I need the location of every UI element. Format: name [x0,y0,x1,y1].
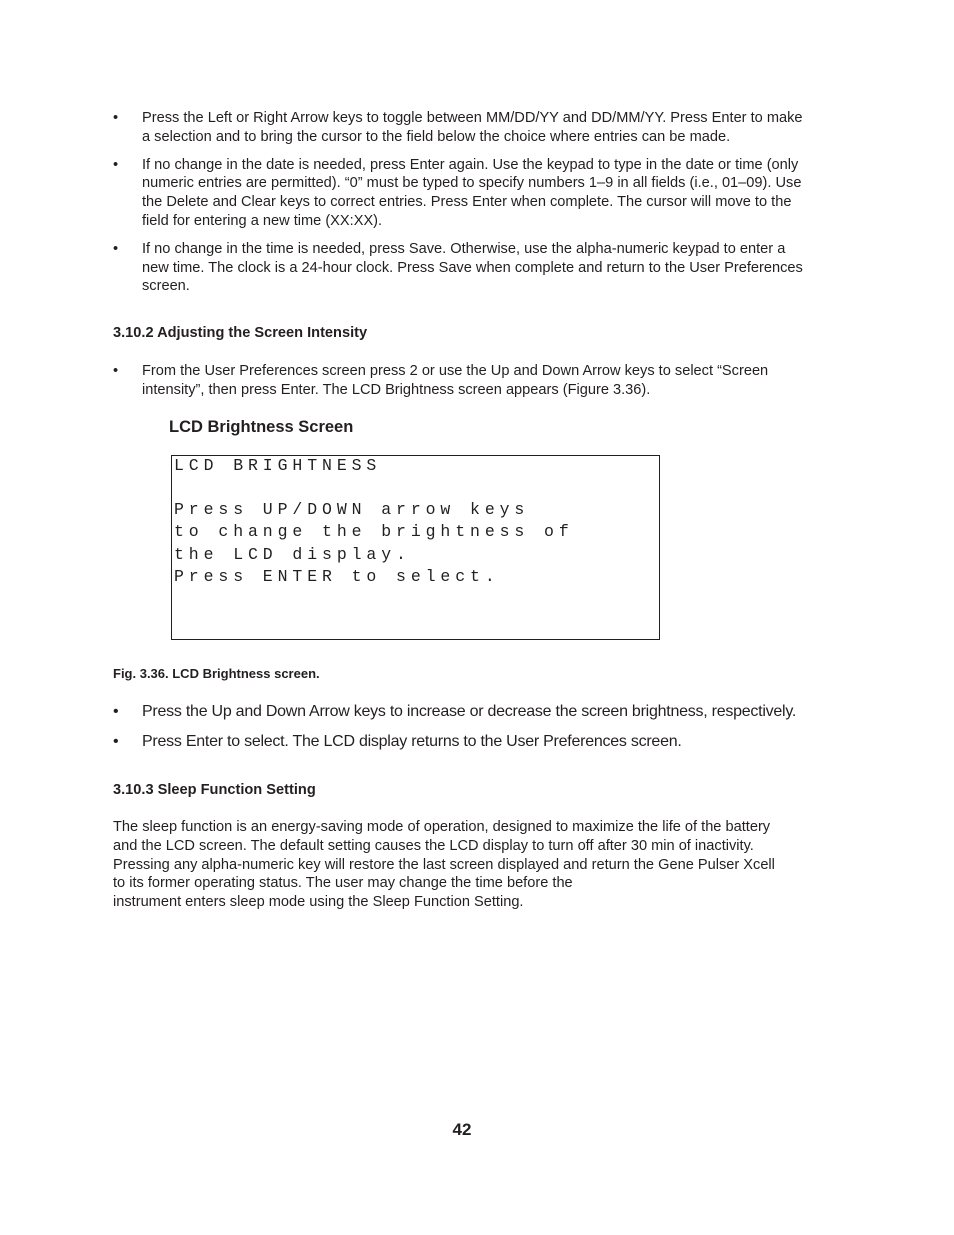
list-item [113,732,833,752]
bullet-list-date-time [113,109,813,296]
bullet-list-brightness [113,702,833,752]
paragraph-line: The sleep function is an energy-saving mode of operation, designed to maximize the life of the battery [113,819,771,835]
bullet-text: Press the Left or Right Arrow keys to toggle between MM/DD/YY and DD/MM/YY. Press Enter to make a selection and to bring the cursor to the field below the choice where entries can be made. [142,110,803,145]
bullet-dot: • [113,363,119,379]
list-item [113,362,813,400]
lcd-line: Press UP/DOWN arrow keys [174,500,530,519]
section-heading-screen-intensity: 3.10.2 Adjusting the Screen Intensity [113,325,368,341]
bullet-dot: • [113,240,119,257]
bullet-list-screen-intensity [113,362,813,400]
list-item [113,702,833,722]
list-item [113,240,813,296]
lcd-line: to change the brightness of [174,522,574,541]
bullet-dot: • [113,733,119,750]
list-item [113,109,813,147]
bullet-dot: • [113,703,119,720]
bullet-text: If no change in the time is needed, press Save. Otherwise, use the alpha-numeric keypad to enter a new time. The clock is a 24-hour clock. Press Save when complete and return to the User Preferences screen. [142,240,803,295]
section-heading-sleep-function: 3.10.3 Sleep Function Setting [113,782,316,798]
figure-caption: Fig. 3.36. LCD Brightness screen. [113,666,320,681]
lcd-screen [171,455,660,640]
figure-title: LCD Brightness Screen [169,418,354,436]
paragraph-line: to its former operating status. The user may change the time before the [113,875,573,892]
lcd-line: LCD BRIGHTNESS [174,456,382,475]
paragraph-line: Pressing any alpha-numeric key will restore the last screen displayed and return the Gene Pulser Xcell [113,856,775,873]
lcd-line: Press ENTER to select. [174,567,500,586]
paragraph-line: and the LCD screen. The default setting causes the LCD display to turn off after 30 min of inactivity. [113,837,754,854]
list-item [113,156,813,231]
lcd-line: the LCD display. [174,545,411,564]
bullet-dot: • [113,110,119,126]
bullet-dot: • [113,156,119,173]
bullet-text: From the User Preferences screen press 2 or use the Up and Down Arrow keys to select “Screen intensity”, then press Enter. The LCD Brightness screen appears (Figure 3.36). [142,363,769,398]
bullet-text: Press Enter to select. The LCD display returns to the User Preferences screen. [142,733,682,750]
page-number: 42 [452,1120,472,1139]
sleep-function-paragraph [113,818,813,912]
bullet-text: If no change in the date is needed, press Enter again. Use the keypad to type in the date or time (only numeric entries are permitted). “0” must be typed to specify numbers 1–9 in all fields (i.e., 01–09). Use the Delete and Clear keys to correct entries. Press Enter when complete. The cursor will move to the field for entering a new time (XX:XX). [142,156,802,229]
paragraph-line: instrument enters sleep mode using the Sleep Function Setting. [113,894,524,911]
bullet-text: Press the Up and Down Arrow keys to increase or decrease the screen brightness, respectively. [142,703,797,720]
